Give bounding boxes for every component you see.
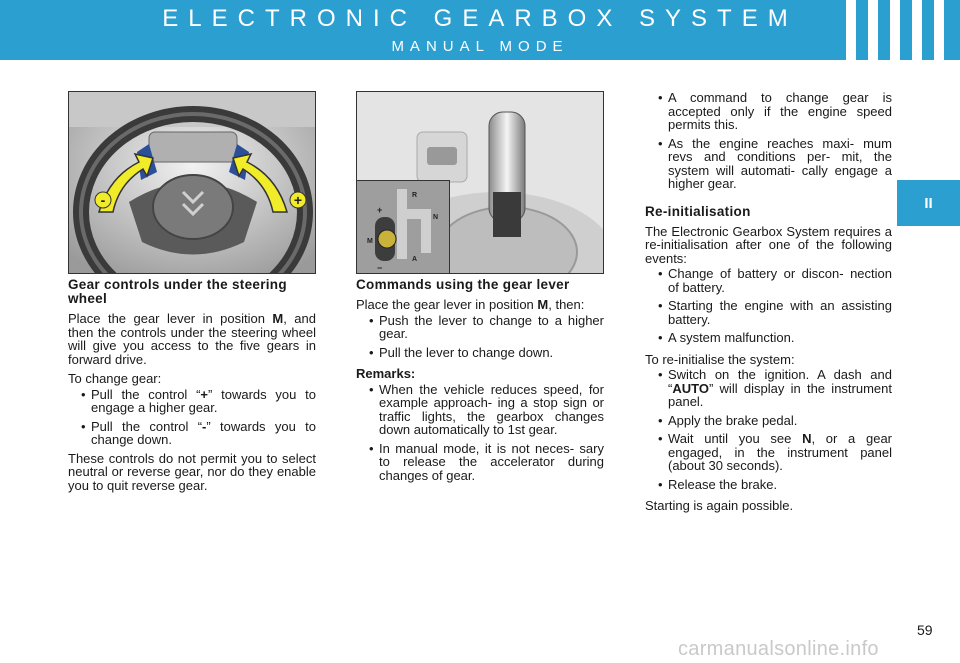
gear-pattern-illustration — [357, 181, 450, 274]
bullet-item: • As the engine reaches maxi- mum revs and conditions per- mit, the system will automati- cally engage a higher gear. — [645, 137, 892, 191]
column-steering-controls — [68, 278, 316, 498]
heading-reinitialisation: Re-initialisation — [645, 203, 751, 219]
column-reinitialisation — [645, 91, 892, 519]
gear-m-label: M — [367, 238, 373, 245]
bullet-item: • Switch on the ignition. A dash and “AUTO” will display in the instrument panel. — [645, 368, 892, 409]
gear-plus-label: + — [377, 205, 383, 215]
paragraph: The Electronic Gearbox System requires a re-initialisation after one of the following events: — [645, 223, 892, 266]
bullet-item: • Wait until you see N, or a gear engaged, in the instrument panel (about 30 seconds). — [645, 432, 892, 473]
bullet-item: • Push the lever to change to a higher gear. — [356, 314, 604, 341]
bullet-item: • Release the brake. — [645, 478, 892, 492]
paragraph: To re-initialise the system: — [645, 351, 795, 367]
bullet-item: • Starting the engine with an assisting battery. — [645, 299, 892, 326]
gear-pattern-figure — [356, 180, 450, 274]
page-title: ELECTRONIC GEARBOX SYSTEM — [162, 5, 798, 32]
paragraph: These controls do not permit you to select neutral or reverse gear, nor do they enable you to quit reverse gear. — [68, 450, 316, 493]
paragraph: Starting is again possible. — [645, 498, 794, 513]
bullet-item: • Pull the control “+” towards you to engage a higher gear. — [68, 388, 316, 415]
paragraph: Place the gear lever in position M, and then the controls under the steering wheel will give you access to the five gears in forward drive. — [68, 311, 316, 367]
bullet-item: • A command to change gear is accepted only if the engine speed permits this. — [645, 91, 892, 132]
bullet-item: • Change of battery or discon- nection of battery. — [645, 267, 892, 294]
bullet-item: • Pull the lever to change down. — [356, 346, 604, 360]
heading-gear-controls: Gear controls under the steering wheel — [68, 277, 287, 306]
page-subtitle: MANUAL MODE — [391, 38, 569, 55]
gear-a-label: A — [412, 256, 418, 263]
plus-label: + — [293, 192, 303, 208]
paragraph: Place the gear lever in position M, then: — [356, 297, 585, 312]
chapter-tab[interactable]: II — [897, 180, 960, 226]
remarks-label: Remarks: — [356, 366, 416, 381]
bullet-item: • When the vehicle reduces speed, for example approach- ing a stop sign or traffic lights, the gearbox changes down automatically to 1st gear. — [356, 383, 604, 437]
bullet-item: • In manual mode, it is not neces- sary to release the accelerator during changes of gear. — [356, 442, 604, 483]
bullet-item: • A system malfunction. — [645, 331, 892, 345]
heading-gear-lever: Commands using the gear lever — [356, 277, 570, 292]
paragraph: To change gear: — [68, 371, 162, 386]
steering-wheel-figure — [68, 91, 316, 274]
gear-r-label: R — [412, 192, 418, 199]
gear-minus-label: − — [377, 263, 383, 273]
header-banner — [0, 0, 960, 60]
watermark[interactable]: carmanualsonline.info — [678, 638, 879, 660]
column-gear-lever — [356, 278, 604, 487]
bullet-item: • Pull the control “-” towards you to change down. — [68, 420, 316, 447]
steering-wheel-illustration — [69, 92, 316, 274]
bullet-item: • Apply the brake pedal. — [645, 414, 892, 428]
page-number: 59 — [917, 622, 933, 638]
gear-n-label: N — [433, 214, 439, 221]
minus-label: - — [100, 192, 106, 208]
